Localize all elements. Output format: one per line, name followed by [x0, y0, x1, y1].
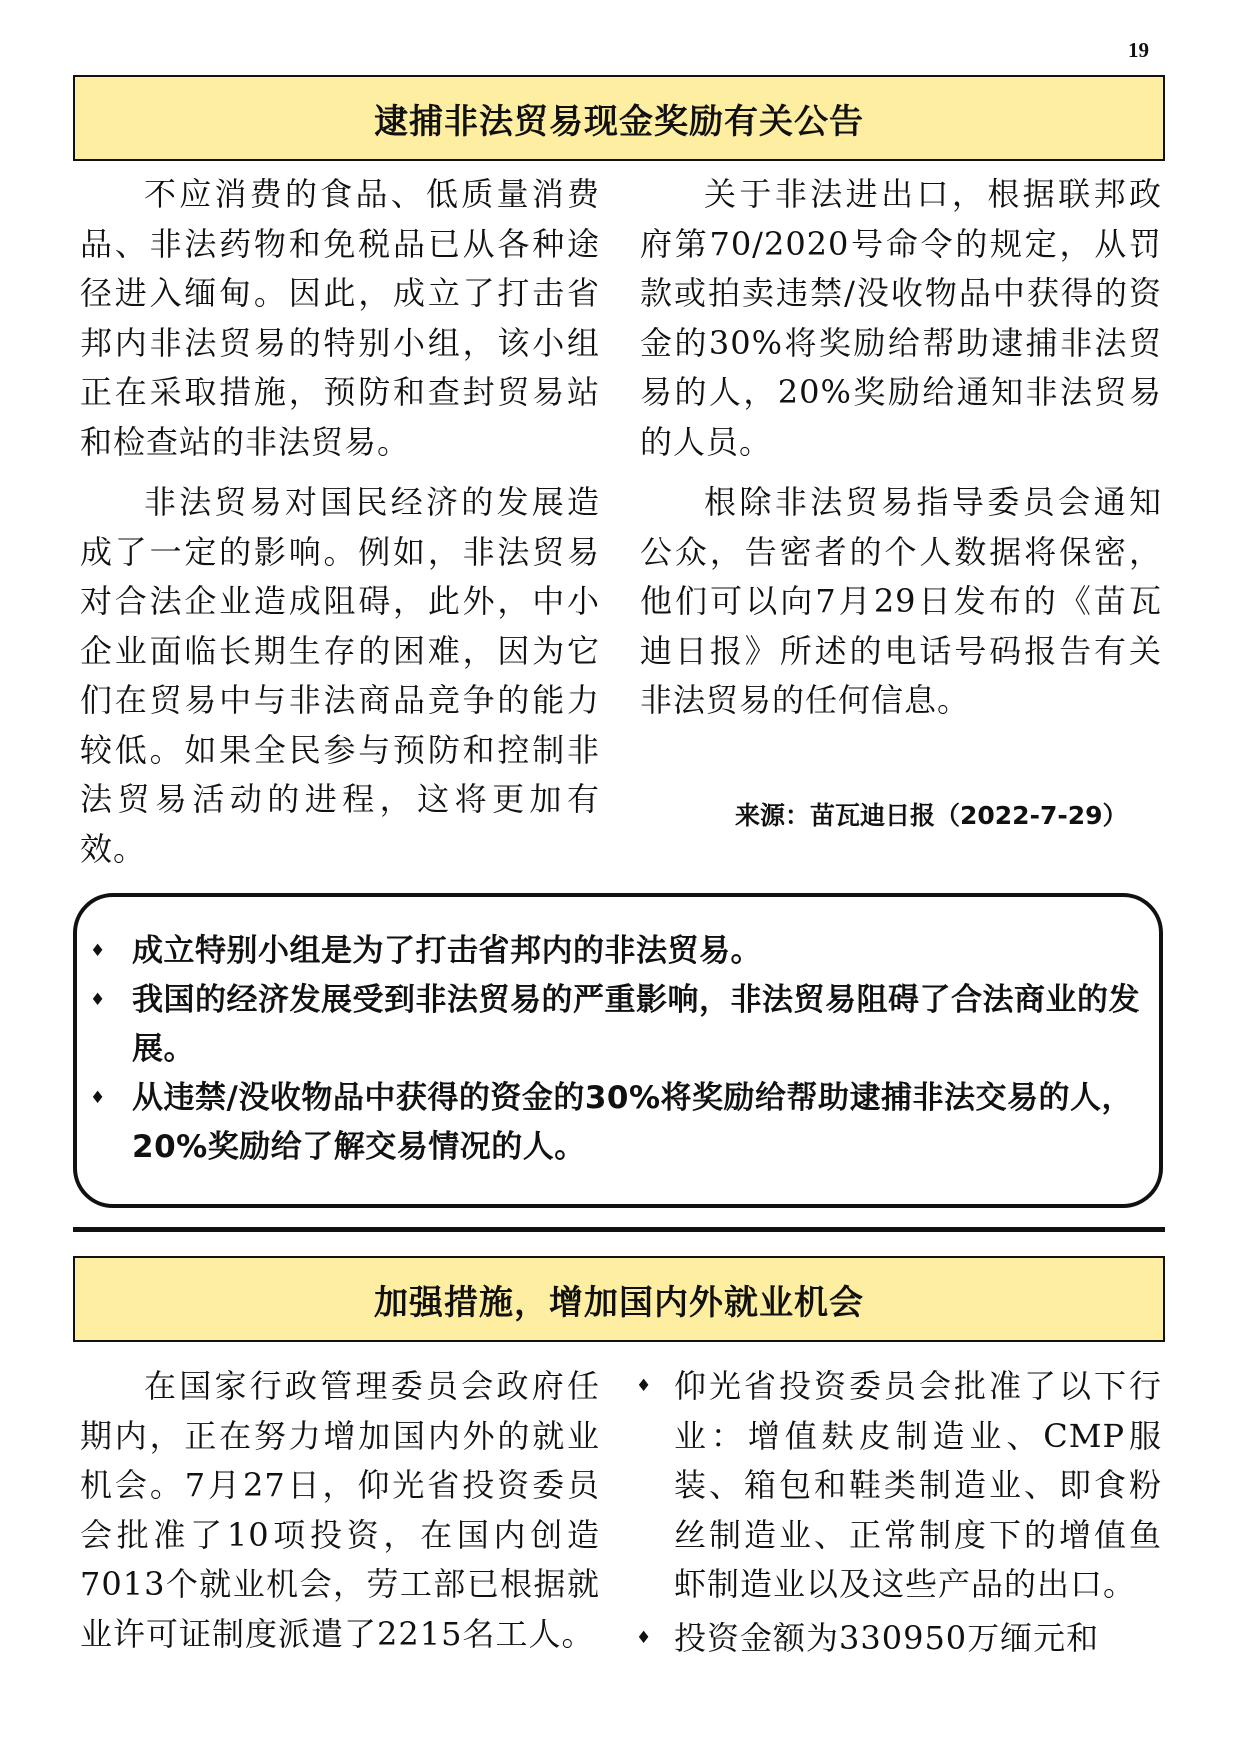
summary-item	[90, 927, 1142, 976]
article-title: 逮捕非法贸易现金奖励有关公告	[374, 101, 864, 142]
article-paragraph: 在国家行政管理委员会政府任期内，正在努力增加国内外的就业机会。7月27日，仰光省投资委员会批准了10项投资，在国内创造7013个就业机会，劳工部已根据就业许可证制度派遣了2215名工人。	[80, 1367, 600, 1653]
summary-item-text: 成立特别小组是为了打击省邦内的非法贸易。	[132, 933, 762, 969]
list-item	[636, 1614, 1162, 1664]
diamond-bullet-icon: ♦	[636, 1376, 653, 1396]
article-paragraph: 非法贸易对国民经济的发展造成了一定的影响。例如，非法贸易对合法企业造成阻碍，此外，中小企业面临长期生存的困难，因为它们在贸易中与非法商品竞争的能力较低。如果全民参与预防和控制非法贸易活动的进程，这将更加有效。	[80, 483, 600, 868]
article-right-column	[640, 170, 1162, 737]
summary-list	[90, 927, 1142, 1172]
article-title-banner	[73, 1256, 1165, 1342]
diamond-bullet-icon: ♦	[90, 1088, 106, 1108]
summary-item-text: 从违禁/没收物品中获得的资金的30%将奖励给帮助逮捕非法交易的人，20%奖励给了解交易情况的人。	[132, 1080, 1134, 1165]
article-right-column	[636, 1362, 1162, 1663]
summary-item	[90, 1074, 1142, 1172]
article-title: 加强措施，增加国内外就业机会	[374, 1282, 864, 1323]
article-paragraph: 关于非法进出口，根据联邦政府第70/2020号命令的规定，从罚款或拍卖违禁/没收物品中获得的资金的30%将奖励给帮助逮捕非法贸易的人，20%奖励给通知非法贸易的人员。	[640, 175, 1162, 461]
article-paragraph: 不应消费的食品、低质量消费品、非法药物和免税品已从各种途径进入缅甸。因此，成立了打击省邦内非法贸易的特别小组，该小组正在采取措施，预防和查封贸易站和检查站的非法贸易。	[80, 175, 600, 461]
article-left-column	[80, 1362, 600, 1670]
diamond-bullet-icon: ♦	[636, 1627, 653, 1648]
bullet-list	[636, 1362, 1162, 1663]
source-citation: 来源：苗瓦迪日报（2022-7-29）	[735, 801, 1128, 830]
section-divider	[73, 1227, 1165, 1232]
list-item-text: 仰光省投资委员会批准了以下行业：增值麸皮制造业、CMP服装、箱包和鞋类制造业、即食粉丝制造业、正常制度下的增值鱼虾制造业以及这些产品的出口。	[674, 1367, 1162, 1603]
summary-box	[73, 893, 1163, 1208]
diamond-bullet-icon: ♦	[90, 990, 106, 1010]
list-item-text: 投资金额为330950万缅元和	[674, 1618, 1100, 1657]
list-item	[636, 1362, 1162, 1610]
summary-item-text: 我国的经济发展受到非法贸易的严重影响，非法贸易阻碍了合法商业的发展。	[132, 982, 1140, 1067]
article-paragraph: 根除非法贸易指导委员会通知公众，告密者的个人数据将保密，他们可以向7月29日发布的《苗瓦迪日报》所述的电话号码报告有关非法贸易的任何信息。	[640, 483, 1162, 719]
article-left-column	[80, 170, 600, 885]
article-title-banner	[73, 75, 1165, 161]
summary-item	[90, 976, 1142, 1074]
diamond-bullet-icon: ♦	[90, 941, 106, 961]
page-number: 19	[1128, 38, 1149, 62]
